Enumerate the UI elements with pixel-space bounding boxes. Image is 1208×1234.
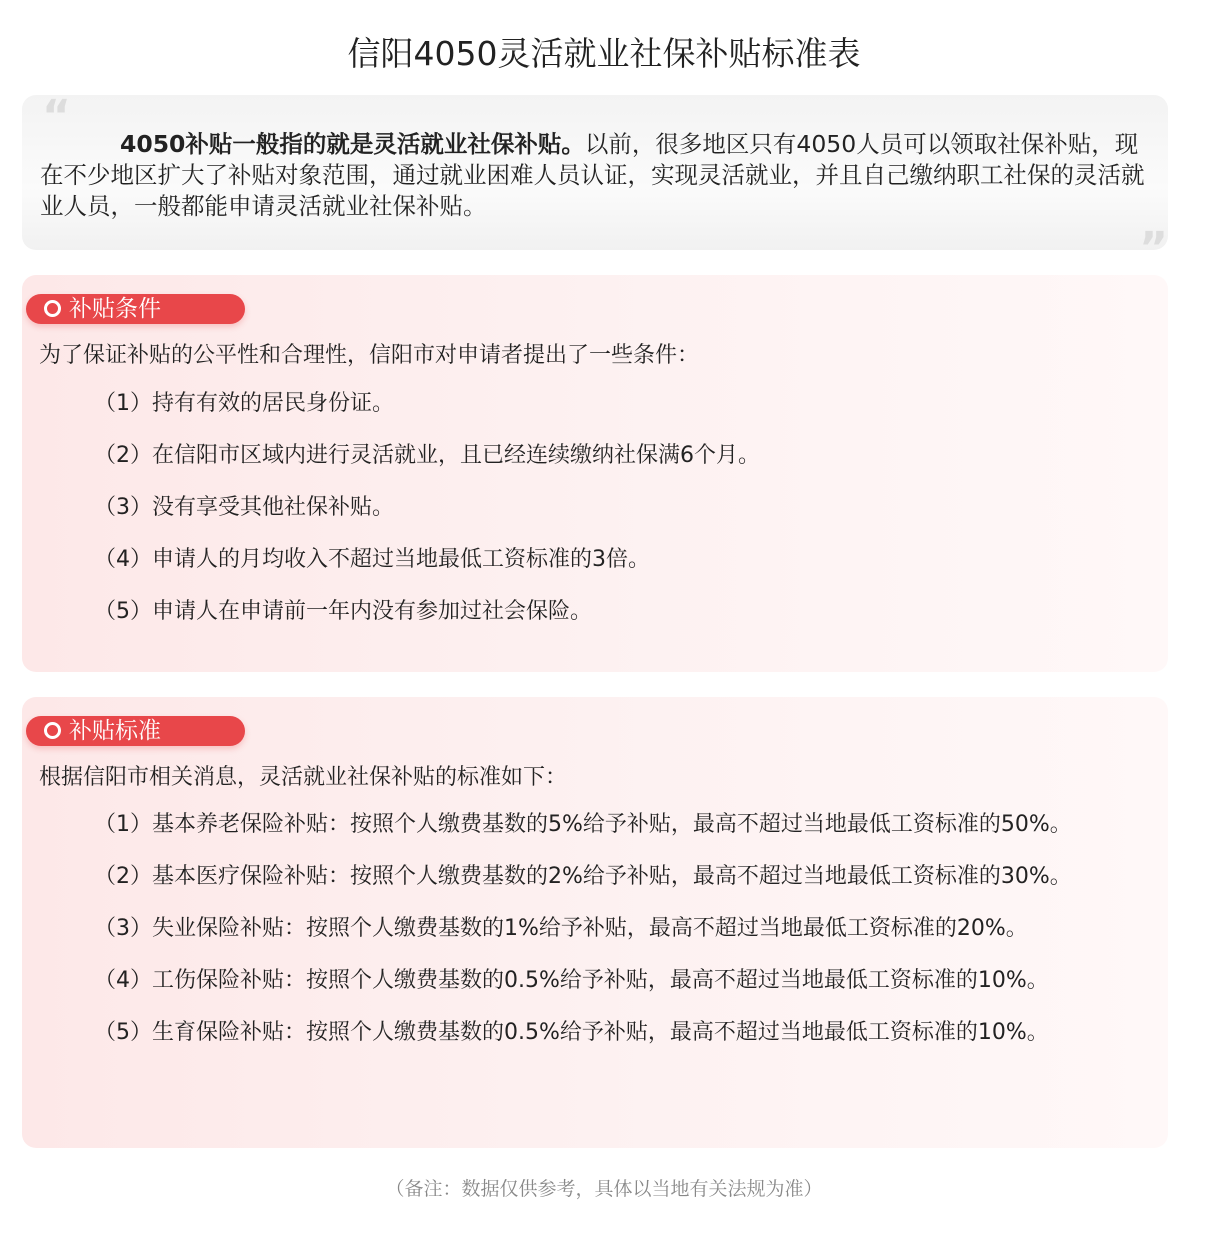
- circle-icon: [44, 722, 61, 739]
- circle-icon: [44, 300, 61, 317]
- list-item: （5）生育保险补贴：按照个人缴费基数的0.5%给予补贴，最高不超过当地最低工资标准的10%。: [94, 1020, 1049, 1045]
- badge-label: 补贴条件: [69, 296, 161, 322]
- section-lead: 根据信阳市相关消息，灵活就业社保补贴的标准如下：: [39, 765, 568, 790]
- intro-box: [22, 91, 1168, 274]
- section-conditions: [22, 275, 1168, 672]
- intro-body: 以前，很多地区只有4050人员可以领取社保补贴，现在不少地区扩大了补贴对象范围，通过就业困难人员认证，实现灵活就业，并且自己缴纳职工社保的灵活就业人员，一般都能申请灵活就业社保补贴。: [40, 130, 1145, 220]
- intro-bold: 4050补贴一般指的就是灵活就业社保补贴。: [120, 130, 585, 158]
- standards-list: [39, 811, 1139, 1071]
- section-badge: [26, 294, 245, 324]
- list-item: （3）失业保险补贴：按照个人缴费基数的1%给予补贴，最高不超过当地最低工资标准的20%。: [94, 916, 1028, 941]
- badge-label: 补贴标准: [69, 718, 161, 744]
- list-item: （1）基本养老保险补贴：按照个人缴费基数的5%给予补贴，最高不超过当地最低工资标准的50%。: [94, 812, 1072, 837]
- section-standards: [22, 697, 1168, 1148]
- footnote: （备注：数据仅供参考，具体以当地有关法规为准）: [385, 1178, 823, 1200]
- conditions-list: [39, 390, 1139, 650]
- list-item: （1）持有有效的居民身份证。: [94, 391, 394, 416]
- page-title: 信阳4050灵活就业社保补贴标准表: [347, 34, 861, 73]
- close-quote-icon: ”: [1139, 223, 1168, 274]
- list-item: （2）在信阳市区域内进行灵活就业，且已经连续缴纳社保满6个月。: [94, 443, 760, 468]
- section-badge: [26, 716, 245, 746]
- intro-text: [40, 129, 1155, 222]
- section-lead: 为了保证补贴的公平性和合理性，信阳市对申请者提出了一些条件：: [39, 343, 700, 368]
- list-item: （4）申请人的月均收入不超过当地最低工资标准的3倍。: [94, 547, 650, 572]
- list-item: （4）工伤保险补贴：按照个人缴费基数的0.5%给予补贴，最高不超过当地最低工资标准的10%。: [94, 968, 1049, 993]
- list-item: （2）基本医疗保险补贴：按照个人缴费基数的2%给予补贴，最高不超过当地最低工资标准的30%。: [94, 864, 1072, 889]
- list-item: （5）申请人在申请前一年内没有参加过社会保险。: [94, 599, 592, 624]
- open-quote-icon: “: [42, 91, 71, 142]
- list-item: （3）没有享受其他社保补贴。: [94, 495, 394, 520]
